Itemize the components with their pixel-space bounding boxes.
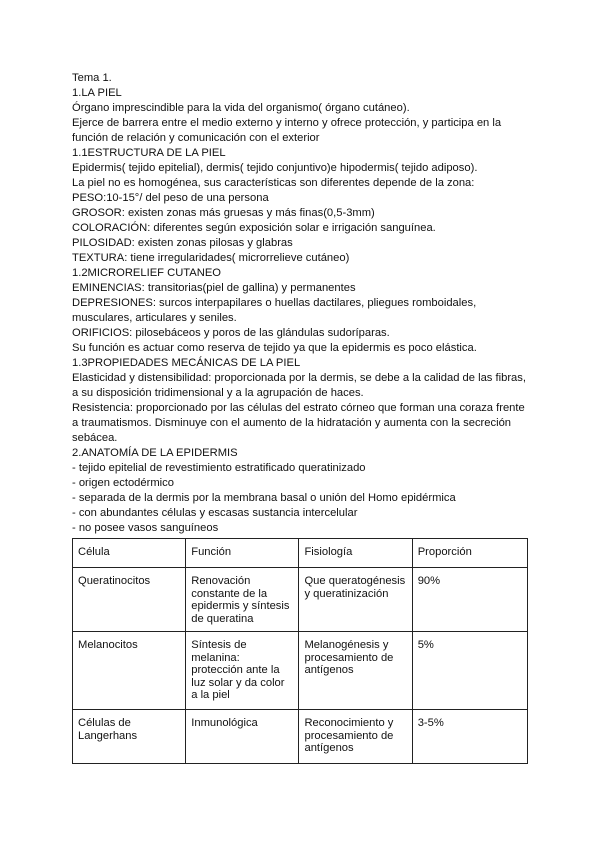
text-line: Su función es actuar como reserva de tejido ya que la epidermis es poco elástica. — [72, 342, 477, 354]
text-line: PILOSIDAD: existen zonas pilosas y glabras — [72, 237, 293, 249]
list-item: - con abundantes células y escasas sustancia intercelular — [72, 507, 358, 519]
header-cell: Célula — [73, 539, 186, 568]
table-cell: 3-5% — [412, 710, 527, 764]
text-line: Elasticidad y distensibilidad: proporcionada por la dermis, se debe a la calidad de las fibras, — [72, 372, 526, 384]
text-line: COLORACIÓN: diferentes según exposición solar e irrigación sanguínea. — [72, 222, 436, 234]
table-cell: Síntesis de melanina: protección ante la luz solar y da color a la piel — [186, 632, 299, 710]
text-line: PESO:10-15°/ del peso de una persona — [72, 192, 269, 204]
topic-title: Tema 1. — [72, 72, 112, 84]
header-cell: Fisiología — [299, 539, 412, 568]
table-cell: Queratinocitos — [73, 568, 186, 632]
document-body — [72, 71, 532, 536]
table-header-row — [73, 539, 528, 568]
section-heading: 1.3PROPIEDADES MECÁNICAS DE LA PIEL — [72, 357, 301, 369]
list-item: - origen ectodérmico — [72, 477, 174, 489]
table-row — [73, 568, 528, 632]
text-line: La piel no es homogénea, sus características son diferentes depende de la zona: — [72, 177, 475, 189]
text-line: DEPRESIONES: surcos interpapilares o huellas dactilares, pliegues romboidales, — [72, 297, 477, 309]
text-line: a traumatismos. Disminuye con el aumento de la hidratación y aumenta con la secreción — [72, 417, 512, 429]
text-line: ORIFICIOS: pilosebáceos y poros de las glándulas sudoríparas. — [72, 327, 390, 339]
table-cell: Renovación constante de la epidermis y síntesis de queratina — [186, 568, 299, 632]
table-cell: Reconocimiento y procesamiento de antígenos — [299, 710, 412, 764]
text-line: sebácea. — [72, 432, 118, 444]
list-item: - tejido epitelial de revestimiento estratificado queratinizado — [72, 462, 366, 474]
text-line: TEXTURA: tiene irregularidades( microrrelieve cutáneo) — [72, 252, 350, 264]
table-cell: 90% — [412, 568, 527, 632]
table-cell: Células de Langerhans — [73, 710, 186, 764]
table-cell: Melanogénesis y procesamiento de antígenos — [299, 632, 412, 710]
text-line: Epidermis( tejido epitelial), dermis( tejido conjuntivo)e hipodermis( tejido adiposo). — [72, 162, 478, 174]
table-cell: Melanocitos — [73, 632, 186, 710]
cell-types-table — [72, 538, 528, 764]
section-heading: 1.1ESTRUCTURA DE LA PIEL — [72, 147, 226, 159]
header-cell: Proporción — [412, 539, 527, 568]
text-line: musculares, articulares y seniles. — [72, 312, 237, 324]
section-heading: 1.LA PIEL — [72, 87, 122, 99]
text-line: EMINENCIAS: transitorias(piel de gallina) y permanentes — [72, 282, 356, 294]
header-cell: Función — [186, 539, 299, 568]
section-heading: 2.ANATOMÍA DE LA EPIDERMIS — [72, 447, 238, 459]
section-heading: 1.2MICRORELIEF CUTANEO — [72, 267, 221, 279]
text-line: Resistencia: proporcionado por las células del estrato córneo que forman una coraza frente — [72, 402, 525, 414]
text-line: Órgano imprescindible para la vida del organismo( órgano cutáneo). — [72, 102, 410, 114]
table-row — [73, 710, 528, 764]
table-row — [73, 632, 528, 710]
text-line: Ejerce de barrera entre el medio externo y interno y ofrece protección, y participa en la — [72, 117, 502, 129]
list-item: - no posee vasos sanguíneos — [72, 522, 219, 534]
table-cell: 5% — [412, 632, 527, 710]
table-cell: Que queratogénesis y queratinización — [299, 568, 412, 632]
text-line: función de relación y comunicación con el exterior — [72, 132, 320, 144]
list-item: - separada de la dermis por la membrana basal o unión del Homo epidérmica — [72, 492, 456, 504]
text-line: a su disposición tridimensional y a la agrupación de haces. — [72, 387, 364, 399]
text-line: GROSOR: existen zonas más gruesas y más finas(0,5-3mm) — [72, 207, 375, 219]
table-cell: Inmunológica — [186, 710, 299, 764]
